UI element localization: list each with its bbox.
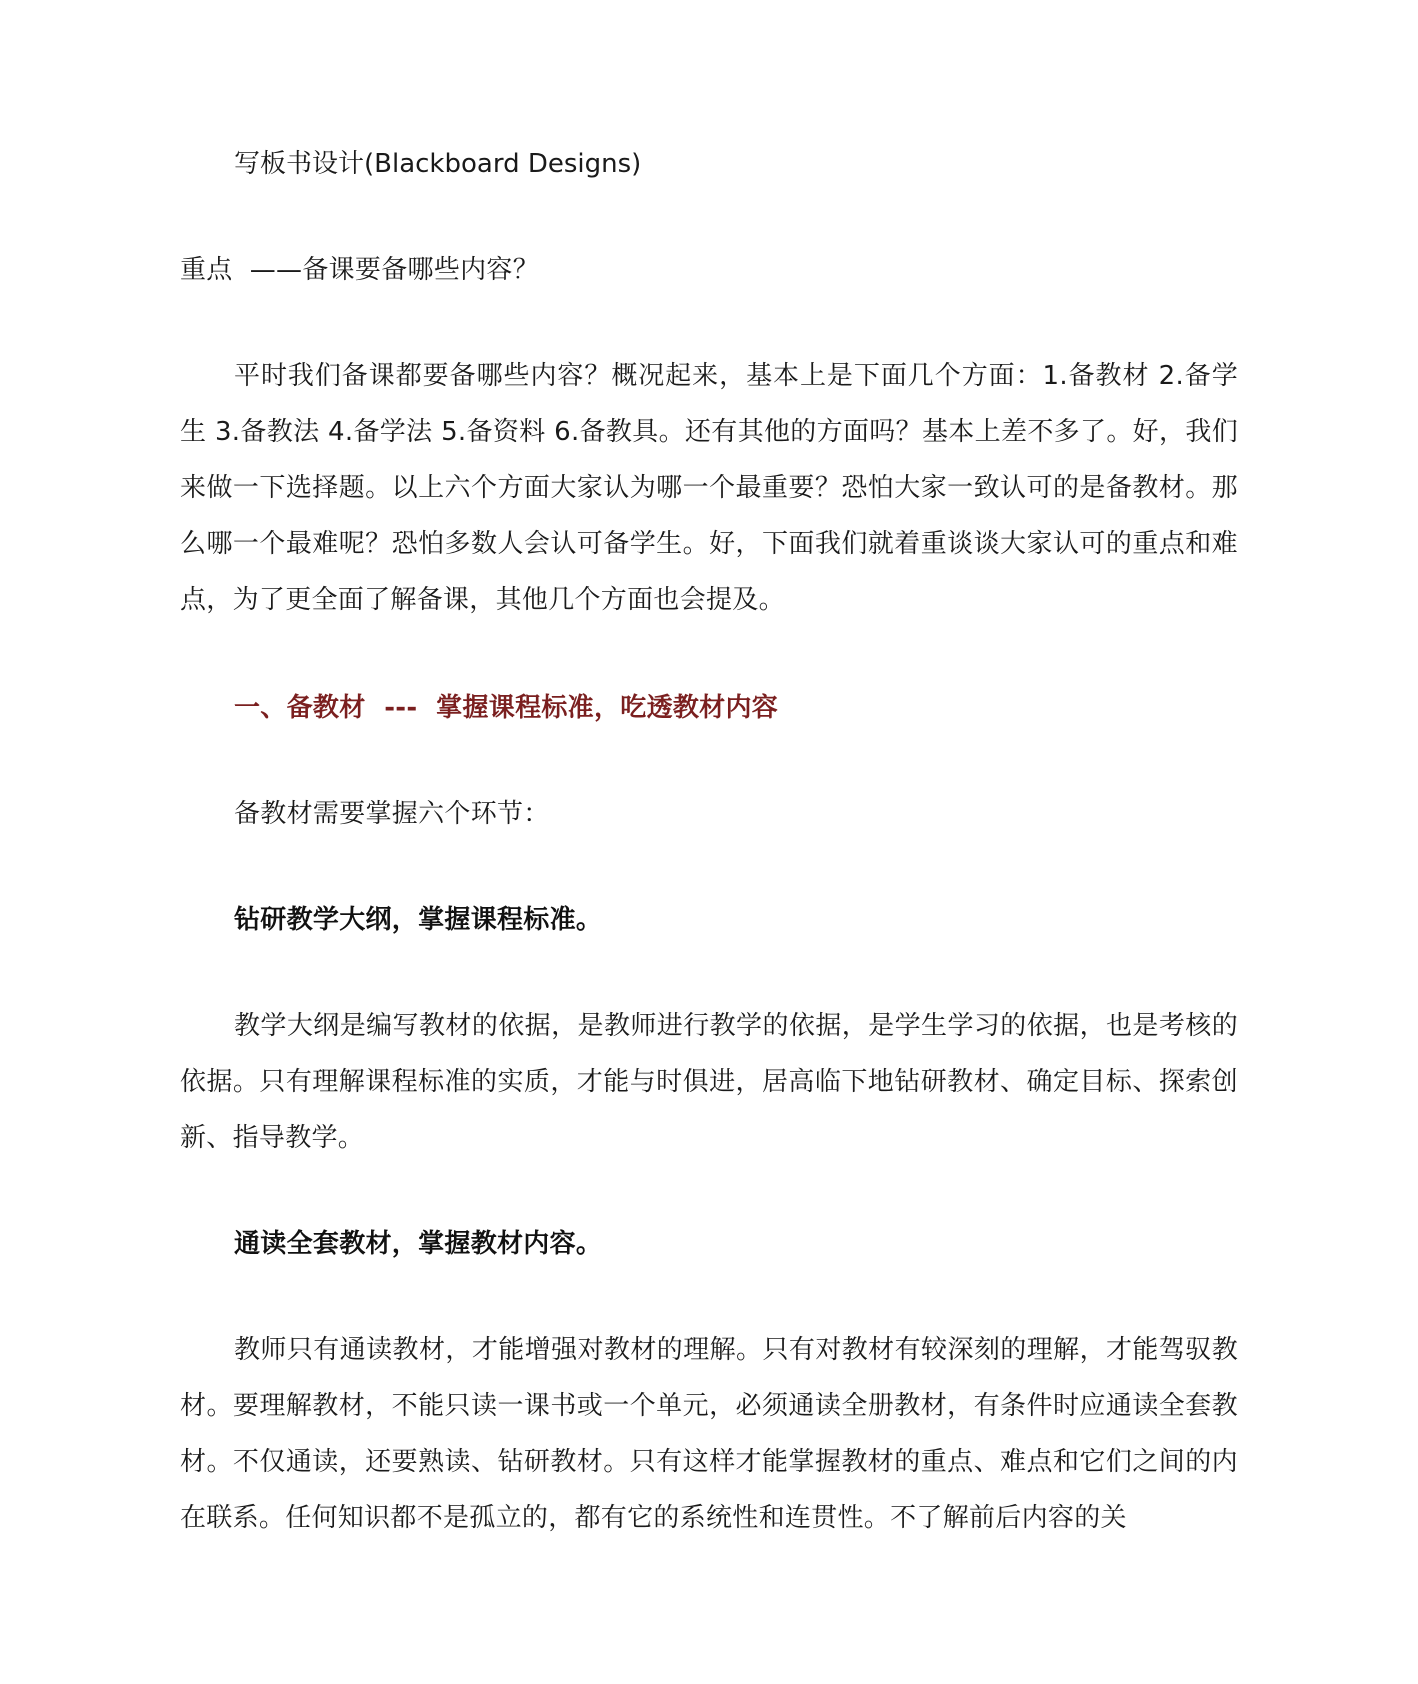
subheading-read-textbook: 通读全套教材，掌握教材内容。 (234, 1229, 603, 1259)
subheading-syllabus: 钻研教学大纲，掌握课程标准。 (234, 905, 603, 935)
section-lead-text: 备教材需要掌握六个环节： (234, 799, 550, 829)
intro-paragraph: 平时我们备课都要备哪些内容？概况起来，基本上是下面几个方面：1.备教材 2.备学生 3.备教法 4.备学法 5.备资料 6.备教具。还有其他的方面吗？基本上差不多了。好，我们来做一下选择题。以上六个方面大家认为哪一个最重要？恐怕大家一致认可的是备教材。那么哪一个最难呢？恐怕多数人会认可备学生。好，下面我们就着重谈谈大家认可的重点和难点，为了更全面了解备课，其他几个方面也会提及。 (180, 361, 1238, 615)
section-heading-textbook: 一、备教材 --- 掌握课程标准，吃透教材内容 (234, 693, 779, 723)
key-point-line: 重点 ——备课要备哪些内容？ (180, 255, 540, 285)
blackboard-design-line: 写板书设计(Blackboard Designs) (234, 149, 642, 179)
syllabus-paragraph: 教学大纲是编写教材的依据，是教师进行教学的依据，是学生学习的依据，也是考核的依据。只有理解课程标准的实质，才能与时俱进，居高临下地钻研教材、确定目标、探索创新、指导教学。 (180, 1011, 1238, 1153)
document-body (180, 136, 1238, 1546)
read-textbook-paragraph: 教师只有通读教材，才能增强对教材的理解。只有对教材有较深刻的理解，才能驾驭教材。要理解教材，不能只读一课书或一个单元，必须通读全册教材，有条件时应通读全套教材。不仅通读，还要熟读、钻研教材。只有这样才能掌握教材的重点、难点和它们之间的内在联系。任何知识都不是孤立的，都有它的系统性和连贯性。不了解前后内容的关 (180, 1335, 1238, 1533)
